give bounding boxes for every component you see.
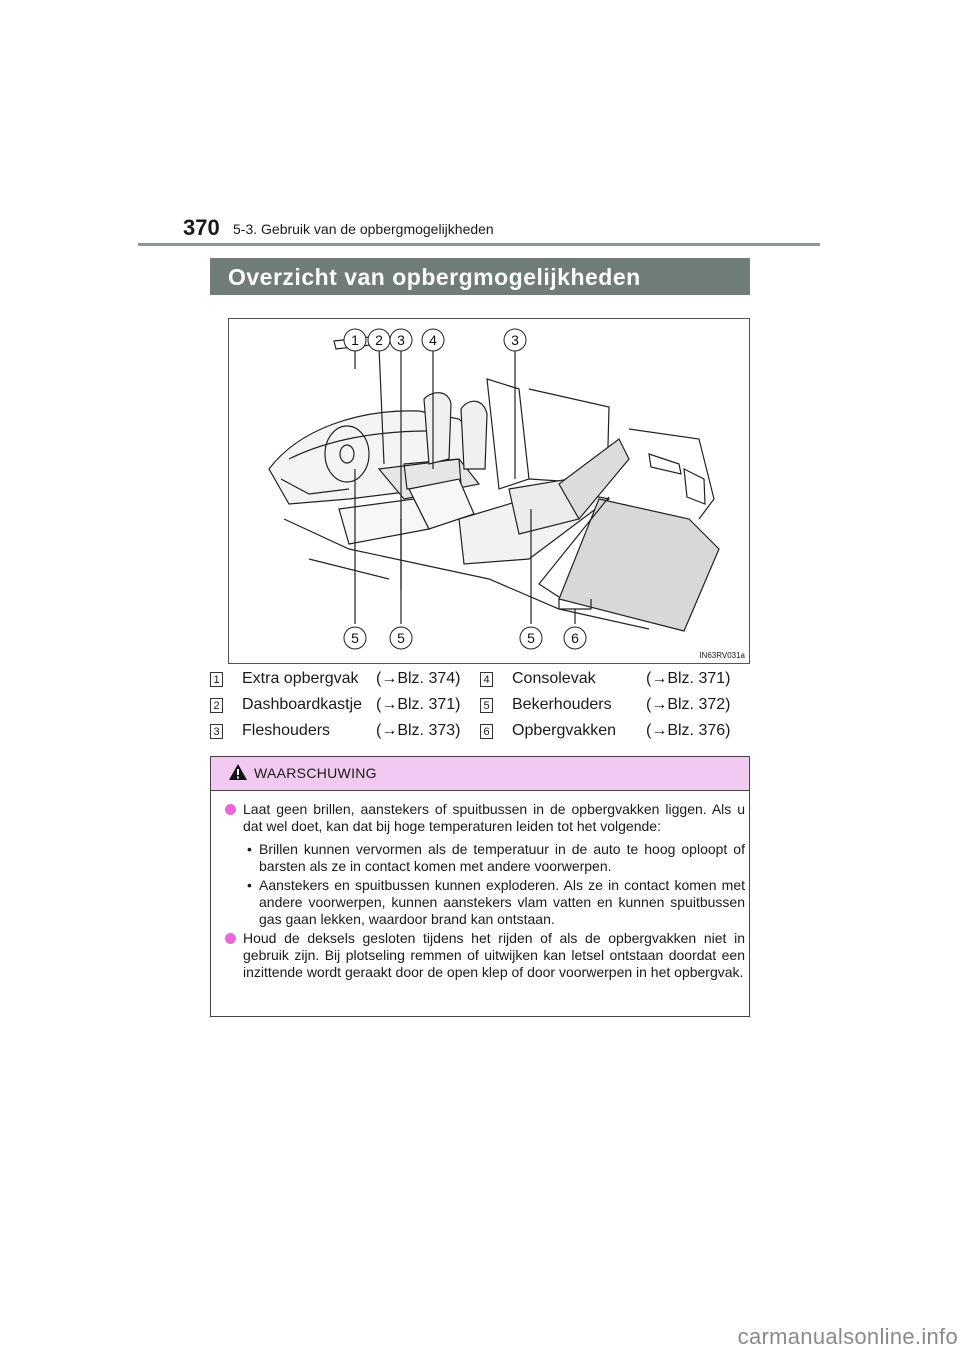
legend-ref: (→Blz. 373) xyxy=(376,722,461,739)
legend-number: 2 xyxy=(210,698,223,713)
callout-top-1: 1 xyxy=(351,332,359,348)
warning-bullet xyxy=(225,930,745,981)
legend-number: 1 xyxy=(210,672,223,687)
legend-label: Fleshouders xyxy=(242,722,331,739)
bullet-dot-icon xyxy=(225,804,236,815)
legend-label: Opbergvakken xyxy=(512,722,617,739)
legend-label: Extra opbergvak xyxy=(242,670,359,687)
callout-top-3: 3 xyxy=(397,332,405,348)
callout-top-2: 2 xyxy=(375,332,383,348)
callout-top-4: 4 xyxy=(429,332,437,348)
warning-subitem xyxy=(225,841,745,875)
warning-subitem xyxy=(225,877,745,928)
warning-title: WAARSCHUWING xyxy=(254,765,377,781)
warning-subitem-text: Brillen kunnen vervormen als de temperatuur in de auto te hoog oploopt of barsten als ze in contact komen met andere voorwerpen. xyxy=(259,841,745,874)
page-number: 370 xyxy=(183,215,220,240)
warning-header xyxy=(211,757,749,791)
legend-number: 4 xyxy=(480,672,493,687)
warning-subitem-text: Aanstekers en spuitbussen kunnen exploderen. Als ze in contact komen met andere voorwerpen, kunnen aanstekers vlam vatten en kunnen spuitbussen gas gaan lekken, waardoor brand kan ontstaan. xyxy=(259,877,745,927)
callout-markers-bottom xyxy=(344,627,586,649)
callout-bottom-2: 5 xyxy=(397,630,405,646)
warning-body xyxy=(225,801,745,983)
legend-label: Bekerhouders xyxy=(512,696,612,713)
figure-code: IN63RV031a xyxy=(699,651,745,660)
warning-triangle-icon xyxy=(228,763,248,781)
sub-bullet-icon: • xyxy=(247,877,252,893)
legend-number: 5 xyxy=(480,698,493,713)
legend-number: 6 xyxy=(480,724,493,739)
callout-bottom-4: 6 xyxy=(571,630,579,646)
warning-bullet-text: Houd de deksels gesloten tijdens het rijden of als de opbergvakken niet in gebruik zijn. Bij plotseling remmen of uitwijken kan letsel ontstaan doordat een inzittende wordt geraakt door de open klep of door voorwerpen in het opbergvak. xyxy=(243,930,745,980)
legend-ref: (→Blz. 372) xyxy=(646,696,731,713)
legend-label: Consolevak xyxy=(512,670,596,687)
callout-bottom-1: 5 xyxy=(351,630,359,646)
legend-ref: (→Blz. 374) xyxy=(376,670,461,687)
bullet-dot-icon xyxy=(225,933,236,944)
watermark: carmanualsonline.info xyxy=(737,1324,958,1349)
car-interior-drawing xyxy=(229,319,750,664)
legend-number: 3 xyxy=(210,724,223,739)
warning-bullet-text: Laat geen brillen, aanstekers of spuitbussen in de opbergvakken liggen. Als u dat wel doet, kan dat bij hoge temperaturen leiden tot het volgende: xyxy=(243,801,745,834)
callout-bottom-3: 5 xyxy=(527,630,535,646)
header-divider xyxy=(138,243,820,246)
legend-ref: (→Blz. 371) xyxy=(376,696,461,713)
sub-bullet-icon: • xyxy=(247,841,252,857)
legend-label: Dashboardkastje xyxy=(242,696,363,713)
legend-ref: (→Blz. 371) xyxy=(646,670,731,687)
warning-box xyxy=(210,756,750,1017)
section-title: Overzicht van opbergmogelijkheden xyxy=(210,258,750,295)
car-interior-figure xyxy=(228,318,750,664)
section-path: 5-3. Gebruik van de opbergmogelijkheden xyxy=(233,221,494,237)
legend-ref: (→Blz. 376) xyxy=(646,722,731,739)
warning-bullet xyxy=(225,801,745,835)
callout-top-5: 3 xyxy=(511,332,519,348)
